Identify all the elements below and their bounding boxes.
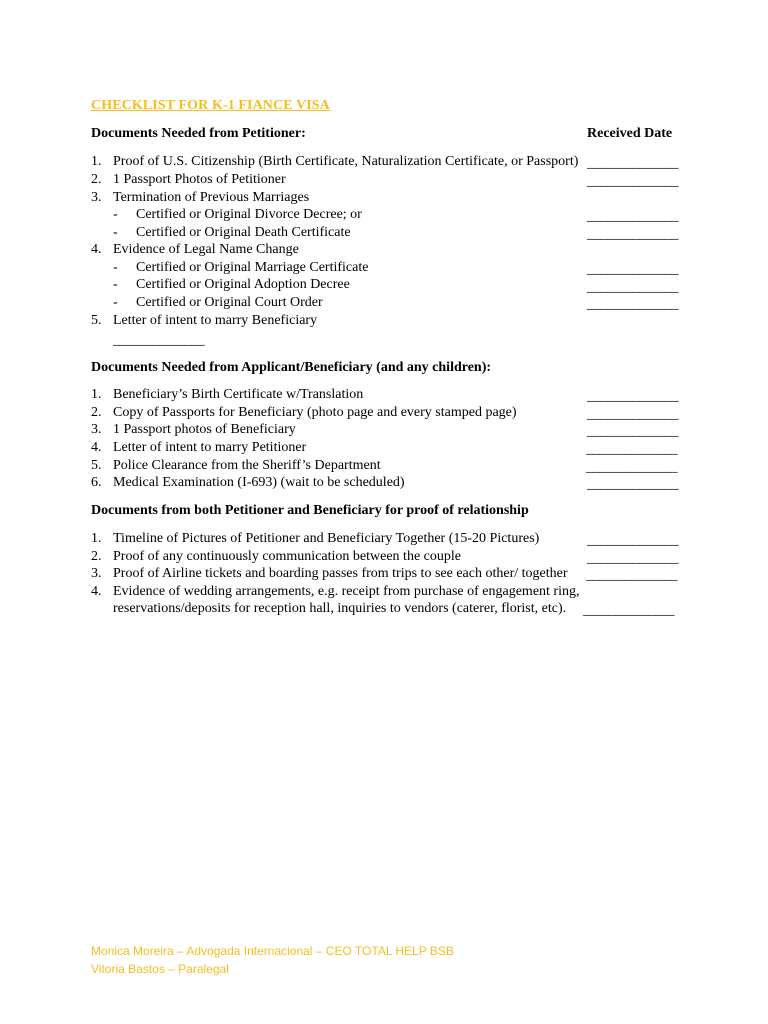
received-date-blank[interactable]: ______________ [586, 442, 677, 457]
received-date-blank[interactable]: ______________ [587, 533, 678, 548]
received-date-blank[interactable]: ______________ [587, 156, 678, 171]
received-date-blank[interactable]: ______________ [587, 551, 678, 566]
received-date-blank[interactable]: ______________ [587, 424, 678, 439]
received-date-blank[interactable]: ______________ [587, 407, 678, 422]
document-page: CHECKLIST FOR K-1 FIANCE VISA Documents Needed from Petitioner: Received Date 1. Proof of U.S. Citizenship (Birth Certificate, Naturalization Certificate, or Passport) 2. 1 Passport Photos of Petitioner 3. Termination of Previous Marriages - Certified or Original Divorce Decree; or - Certified or Original Death Certificate 4. Evidence of Legal Name Change - Certified or Original Marriage Certificate - Certified or Original Adoption Decree - Certified or Original Court Order 5. Letter of intent to marry Beneficiary ______________ ______________ ______________ ______________ ______________ ______________ ______________ ______________ Documents Needed from Applicant/Beneficiary (and any children): 1. Beneficiary’s Birth Certificate w/Translation 2. Copy of Passports for Beneficiary (photo page and every stamped page) 3. 1 Passport photos of Beneficiary 4. Letter of intent to marry Petitioner 5. Police Clearance from the Sheriff’s Department 6. Medical Examination (I-693) (wait to be scheduled) ______________ ______________ ______________ ______________ ______________ ______________ Documents from both Petitioner and Beneficiary for proof of relationship 1. Timeline of Pictures of Petitioner and Beneficiary Together (15-20 Pictures) 2. Proof of any continuously communication between the couple 3. Proof of Airline tickets and boarding passes from trips to see each other/ together 4. Evidence of wedding arrangements, e.g. receipt from purchase of engagement ring, reservations/deposits for reception hall, inquiries to vendors (caterer, florist, etc). ______________ ______________ ______________ ______________ Monica Moreira – Advogada Internacional – CEO TOTAL HELP BSB Vitoria Bastos – Paralegal [0, 0, 768, 1024]
received-date-blank[interactable]: ______________ [113, 333, 204, 348]
received-date-blank[interactable]: ______________ [587, 174, 678, 189]
document-title: CHECKLIST FOR K-1 FIANCE VISA [91, 98, 330, 113]
received-date-blank[interactable]: ______________ [587, 227, 678, 242]
section-heading-petitioner: Documents Needed from Petitioner: [91, 126, 306, 141]
received-date-header: Received Date [587, 126, 673, 141]
received-date-blank[interactable]: ______________ [587, 209, 678, 224]
section-heading-relationship: Documents from both Petitioner and Beneficiary for proof of relationship [91, 503, 529, 518]
received-date-blank[interactable]: ______________ [587, 477, 678, 492]
received-date-blank[interactable]: ______________ [586, 460, 677, 475]
received-date-blank[interactable]: ______________ [587, 389, 678, 404]
footer-line-2: Vitoria Bastos – Paralegal [91, 962, 229, 976]
received-date-blank[interactable]: ______________ [586, 568, 677, 583]
received-date-blank[interactable]: ______________ [587, 280, 678, 295]
received-date-blank[interactable]: ______________ [587, 262, 678, 277]
received-date-blank[interactable]: ______________ [587, 297, 678, 312]
section-heading-beneficiary: Documents Needed from Applicant/Beneficiary (and any children): [91, 360, 492, 375]
received-date-blank[interactable]: ______________ [583, 603, 674, 618]
footer-line-1: Monica Moreira – Advogada Internacional – CEO TOTAL HELP BSB [91, 944, 454, 958]
